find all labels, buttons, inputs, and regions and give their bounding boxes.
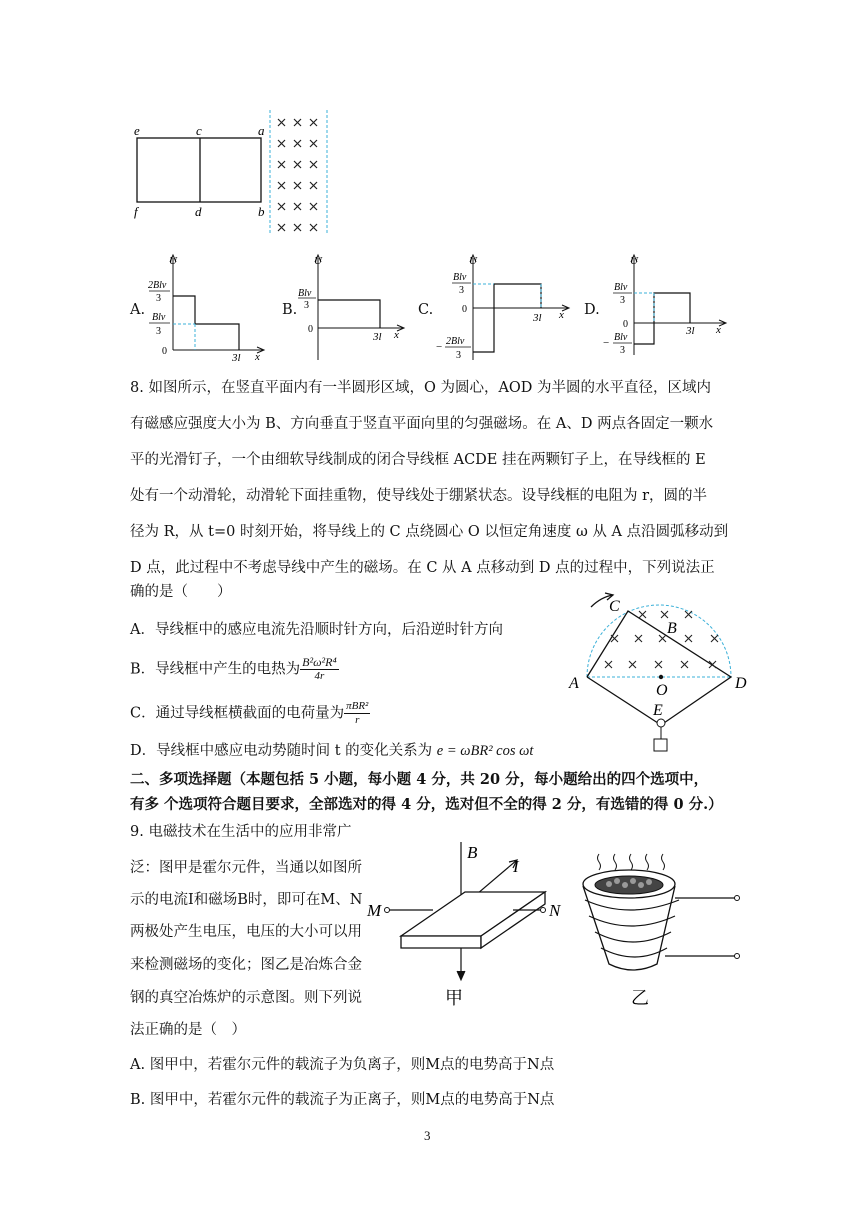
q8-line2: 有磁感应强度大小为 B、方向垂直于竖直平面向里的匀强磁场。在 A、D 两点各固定一颗水 [130, 416, 714, 432]
hall-element-figure [365, 838, 575, 1013]
svg-text:2Blv: 2Blv [446, 336, 465, 347]
field-crosses [278, 119, 317, 231]
svg-text:x: x [255, 351, 260, 363]
svg-text:Blv: Blv [298, 288, 312, 299]
svg-text:3l: 3l [686, 325, 695, 337]
svg-text:M: M [367, 901, 382, 920]
q9-option-b: B. 图甲中，若霍尔元件的载流子为正离子，则M点的电势高于N点 [130, 1092, 555, 1108]
svg-text:3: 3 [304, 300, 309, 311]
q9-line2: 泛：图甲是霍尔元件，当通以如图所 [130, 860, 362, 876]
q8-line6: D 点，此过程中不考虑导线中产生的磁场。在 C 从 A 点移动到 D 点的过程中，下列说法正 [130, 560, 715, 576]
svg-text:U: U [469, 255, 477, 267]
svg-text:x: x [559, 309, 564, 321]
option-b-label: B. [282, 302, 298, 318]
svg-text:3: 3 [456, 350, 461, 361]
svg-text:3: 3 [156, 293, 161, 304]
svg-text:−: − [603, 337, 610, 349]
svg-text:3l: 3l [373, 331, 382, 343]
graph-a [145, 250, 270, 365]
svg-text:Blv: Blv [152, 312, 166, 323]
svg-text:C: C [609, 598, 620, 615]
svg-text:I: I [513, 857, 519, 876]
label-e: e [134, 123, 140, 138]
svg-text:D: D [735, 675, 747, 692]
svg-text:U: U [630, 255, 638, 267]
q8-line3: 平的光滑钉子，一个由细软导线制成的闭合导线框 ACDE 挂在两颗钉子上，在导线框的 E [130, 452, 706, 468]
svg-text:0: 0 [162, 346, 167, 357]
label-d: d [195, 204, 202, 219]
svg-text:B: B [467, 843, 478, 862]
svg-text:−: − [436, 341, 443, 353]
graph-d [600, 250, 730, 360]
label-f: f [134, 204, 138, 219]
svg-text:甲: 甲 [445, 988, 463, 1009]
q8-option-c: C．通过导线框横截面的电荷量为 $\frac{\text{πBR²}}{r}$ [130, 700, 369, 726]
svg-text:3l: 3l [533, 312, 542, 324]
svg-text:E: E [653, 702, 663, 719]
q9-line4: 两极处产生电压，电压的大小可以用 [130, 924, 362, 940]
svg-text:0: 0 [308, 324, 313, 335]
q9-line1: 9. 电磁技术在生活中的应用非常广 [130, 824, 352, 840]
q9-line3: 示的电流I和磁场B时，即可在M、N [130, 892, 363, 908]
page-number: 3 [424, 1128, 431, 1143]
svg-text:N: N [549, 901, 561, 920]
q8-line5: 径为 R，从 t=0 时刻开始，将导线上的 C 点绕圆心 O 以恒定角速度 ω 从 A 点沿圆弧移动到 [130, 524, 729, 540]
svg-text:0: 0 [462, 304, 467, 315]
svg-text:O: O [656, 682, 668, 699]
svg-text:x: x [716, 324, 721, 336]
q8-line7: 确的是（ ） [130, 584, 232, 600]
svg-text:B: B [667, 620, 677, 637]
semicircle-figure [565, 585, 765, 760]
q8-option-d: D．导线框中感应电动势随时间 t 的变化关系为 e = ωBR² cos ωt [130, 743, 534, 759]
q9-line5: 来检测磁场的变化；图乙是冶炼合金 [130, 957, 362, 973]
q9-line6: 钢的真空冶炼炉的示意图。则下列说 [130, 990, 362, 1006]
label-c: c [196, 123, 202, 138]
q8-option-a: A．导线框中的感应电流先沿顺时针方向，后沿逆时针方向 [130, 622, 503, 638]
option-d-label: D. [584, 302, 600, 318]
svg-text:3: 3 [459, 285, 464, 296]
graph-b [298, 250, 408, 365]
q8-line4: 处有一个动滑轮，动滑轮下面挂重物，使导线处于绷紧状态。设导线框的电阻为 r，圆的半 [130, 488, 708, 504]
loop-field-figure [130, 105, 340, 240]
svg-text:乙: 乙 [631, 988, 649, 1009]
svg-text:Blv: Blv [614, 332, 628, 343]
graph-c [433, 250, 573, 368]
section2-line2: 有多 个选项符合题目要求，全部选对的得 4 分，选对但不全的得 2 分，有选错的得 0 分.） [130, 796, 723, 813]
svg-text:A: A [569, 675, 579, 692]
svg-text:3l: 3l [232, 352, 241, 364]
svg-text:U: U [314, 255, 322, 267]
svg-text:Blv: Blv [614, 282, 628, 293]
svg-text:3: 3 [156, 326, 161, 337]
svg-text:U: U [169, 255, 177, 267]
q9-line7: 法正确的是（ ） [130, 1022, 246, 1038]
svg-text:3: 3 [620, 345, 625, 356]
q8-option-b: B．导线框中产生的电热为 $\frac{\text{B²ω²R⁴}}{4r}$ [130, 655, 337, 682]
label-b: b [258, 204, 265, 219]
vacuum-furnace-figure [575, 848, 745, 1013]
q9-option-a: A. 图甲中，若霍尔元件的载流子为负离子，则M点的电势高于N点 [130, 1057, 555, 1073]
option-c-label: C. [418, 302, 434, 318]
svg-text:2Blv: 2Blv [148, 280, 167, 291]
label-a: a [258, 123, 265, 138]
svg-text:3: 3 [620, 295, 625, 306]
svg-text:x: x [394, 329, 399, 341]
q8-line1: 8. 如图所示，在竖直平面内有一半圆形区域，O 为圆心，AOD 为半圆的水平直径，区域内 [130, 380, 712, 396]
section2-line1: 二、多项选择题（本题包括 5 小题，每小题 4 分，共 20 分，每小题给出的四个选项中， [130, 771, 709, 788]
svg-text:0: 0 [623, 319, 628, 330]
option-a-label: A. [130, 302, 146, 318]
svg-text:Blv: Blv [453, 272, 467, 283]
